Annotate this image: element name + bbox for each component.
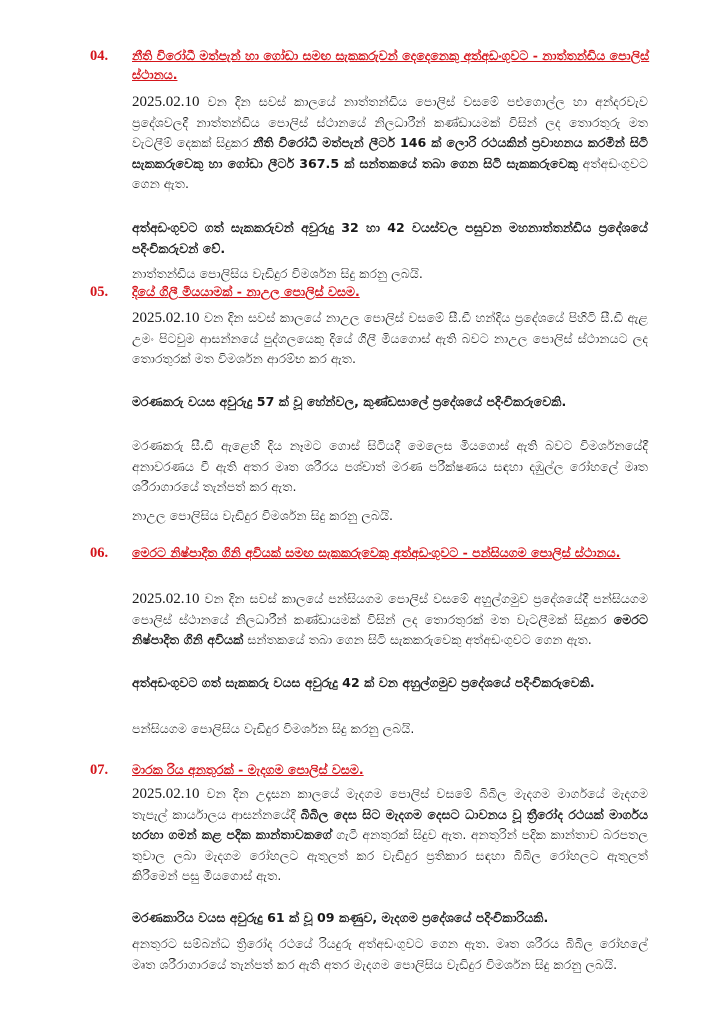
item-number: 07. bbox=[90, 762, 109, 778]
item-number: 05. bbox=[90, 284, 109, 300]
item-paragraph-3: පන්සියගම පොලිසිය වැඩිදුර විමර්ශන සිදු කරනු ලබයි. bbox=[132, 721, 415, 736]
item-paragraph-2: මරණකරු වයස අවුරුදු 57 ක් වූ හේන්වල, කුණ්ඩසාලේ ප්‍රදේශයේ පදිංචිකරුවෙකි. bbox=[132, 394, 567, 409]
item-date: 2025.02.10 bbox=[132, 94, 200, 110]
paragraph-bold-text: නීති විරෝධී මත්පැන් ලීටර් 146 ක් ලොරි රථයකින් ප්‍රවාහනය කරමින් සිටි සැකකරුවෙකු හා ගෝඩා ලීටර් 367.5 ක් සන්තකයේ තබා ගෙන සිටි සැකකරුවෙකු bbox=[132, 135, 648, 171]
item-paragraph-4: නාඋල පොලිසිය වැඩිදුර විමර්ශන සිදු කරනු ලබයි. bbox=[132, 508, 393, 523]
item-date: 2025.02.10 bbox=[132, 591, 200, 607]
paragraph-text: සන්තකයේ තබා ගෙන සිටි සැකකරුවෙකු අත්අඩංගුවට ගෙන ඇත. bbox=[243, 632, 592, 647]
item-paragraph-1 bbox=[132, 92, 648, 195]
item-date: 2025.02.10 bbox=[132, 310, 200, 326]
paragraph-bold-text: බිබිල දෙස සිට මැදගම දෙසට ධාවනය වූ ත්‍රීරෝද රථයක් මාර්ගය හරහා ගමන් කළ පදික කාන්තාවකගේ bbox=[132, 806, 649, 842]
item-paragraph-1 bbox=[132, 308, 648, 370]
paragraph-text: ගැටී අනතුරක් සිදුව ඇත. අනතුරින් පදික කාන්තාව බරපතල තුවාල ලබා මැදගම රෝහලට ඇතුලත් කර වැඩිදුර ප්‍රතිකාර සඳහා බිබිල රෝහලට ඇතුලත් කිරීමෙන් පසු මියගොස් ඇත. bbox=[132, 827, 648, 883]
item-title: මෙරට නිෂ්පාදිත ගිනි අවියක් සමඟ සැකකරුවෙකු අත්අඩංගුවට - පන්සියගම පොලිස් ස්ථානය. bbox=[132, 545, 621, 560]
item-paragraph-3: නාත්තන්ඩිය පොලිසිය වැඩිදුර විමර්ශන සිදු කරනු ලබයි. bbox=[132, 266, 423, 281]
paragraph-text: වන දින සවස් කාලයේ පන්සියගම පොලිස් වසමේ අහුල්ගමුව ප්‍රදේශයේදී පන්සියගම පොලිස් ස්ථානයේ නිලධාරීන් කණ්ඩායමක් විසින් ලද තොරතුරක් මත වැටලීමක් සිදුකර bbox=[132, 591, 648, 627]
item-title: මාරක රිය අනතුරක් - මැදගම පොලිස් වසම. bbox=[132, 762, 364, 777]
item-title: දියේ ගිලී මියයාමක් - නාඋල පොලිස් වසම. bbox=[132, 284, 360, 299]
item-number: 04. bbox=[90, 48, 109, 64]
item-paragraph-2: මරණකාරිය වයස අවුරුදු 61 ක් වූ 09 කණුව, මැදගම ප්‍රදේශයේ පදිංචිකාරියකි. bbox=[132, 910, 549, 925]
paragraph-text: වන දින සවස් කාලයේ නාත්තන්ඩිය පොලිස් වසමේ පළුගොල්ල හා අන්දරවැව ප්‍රදේශවලදී නාත්තන්ඩිය පොලිස් ස්ථානයේ නිලධාරීන් කණ්ඩායමක් විසින් ලද තොරතුරු මත වැටලීම් දෙකක් සිදුකර bbox=[132, 94, 648, 150]
paragraph-text: අත්අඩංගුවට ගෙන ඇත. bbox=[132, 155, 648, 191]
item-number: 06. bbox=[90, 545, 109, 561]
item-title: නීති විරෝධී මත්පැන් හා ගෝඩා සමඟ සැකකරුවන් දෙදෙනෙකු අත්අඩංගුවට - නාත්තන්ඩිය පොලිස් ස්ථානය. bbox=[132, 48, 650, 82]
paragraph-text: වන දින උදෑසන කාලයේ මැදගම පොලිස් වසමේ බිබිල මැදගම මාර්ගයේ මැදගම තැපැල් කාර්යාලය ආසන්නයේදී bbox=[132, 786, 648, 822]
item-paragraph-3: අනතුරට සම්බන්ධ ත්‍රිරෝද රථයේ රියදුරු අත්අඩංගුවට ගෙන ඇත. මෘත ශරීරය බිබිල රෝහලේ මෘත ශරීරාගාරයේ තැන්පත් කර ඇති අතර මැදගම පොලිසිය වැඩිදුර විමර්ශන සිදු කරනු ලබයි. bbox=[132, 936, 648, 972]
paragraph-bold-text: මෙරට නිෂ්පාදිත ගිනි අවියක් bbox=[132, 611, 648, 647]
item-paragraph-1 bbox=[132, 784, 648, 887]
item-paragraph-1 bbox=[132, 589, 648, 651]
item-paragraph-2: අත්අඩංගුවට ගත් සැකකරුවන් අවුරුදු 32 හා 42 වයස්වල පසුවන මහනාත්තන්ඩිය ප්‍රදේශයේ පදිංචිකරුවන් වේ. bbox=[132, 220, 648, 256]
item-date: 2025.02.10 bbox=[132, 786, 200, 802]
item-paragraph-2: අත්අඩංගුවට ගත් සැකකරු වයස අවුරුදු 42 ක් වන අහුල්ගමුව ප්‍රදේශයේ පදිංචිකරුවෙකි. bbox=[132, 675, 595, 690]
paragraph-text: වන දින සවස් කාලයේ නාඋල පොලිස් වසමේ සී.ඩී හන්දිය ප්‍රදේශයේ පිහිටි සී.ඩී ඇළ උමං පිටවුම ආසන්නයේ පුද්ගලයෙකු දියේ ගිලී මියගොස් ඇති බවට නාඋල පොලිස් ස්ථානයට ලද තොරතුරක් මත විමර්ශන ආරම්භ කර ඇත. bbox=[132, 310, 648, 366]
item-paragraph-3: මරණකරු සී.ඩී ඇළෙහි දිය නෑමට ගොස් සිටියදී මෙලෙස මියගොස් ඇති බවට විමර්ශනයේදී අනාවරණය වී ඇති අතර මෘත ශරීරය පශ්චාත් මරණ පරීක්ෂණය සඳහා දඹුල්ල රෝහලේ මෘත ශරීරාගාරයේ තැන්පත් කර ඇත. bbox=[132, 438, 648, 494]
